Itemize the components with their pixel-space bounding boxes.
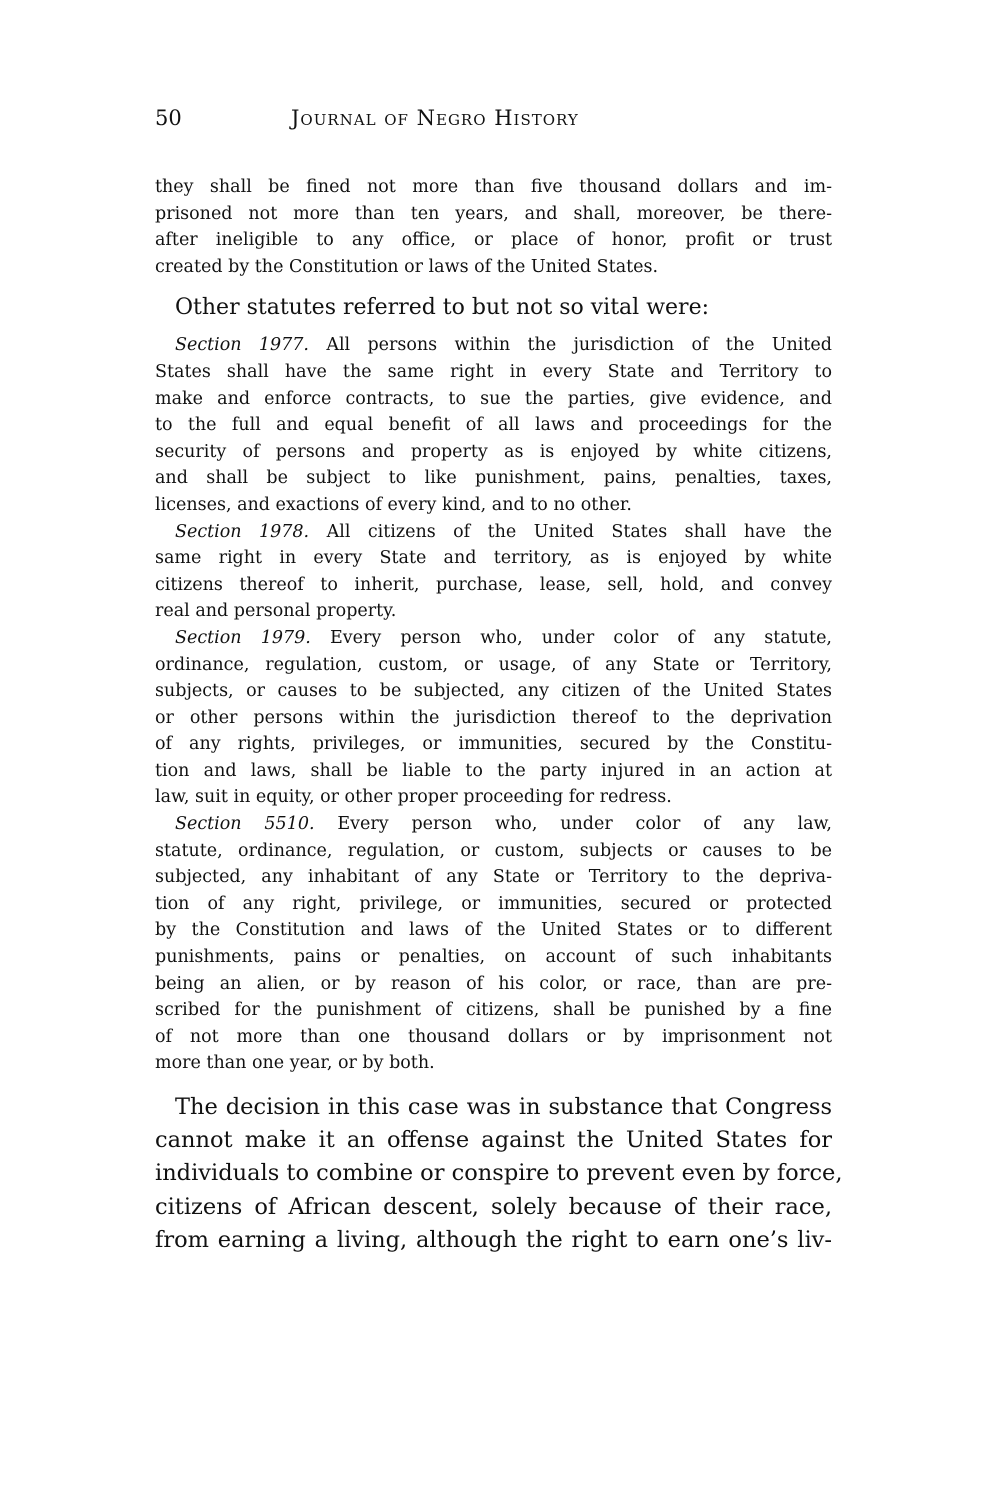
- text-line: subjects, or causes to be subjected, any citizen of the United States: [155, 681, 832, 702]
- text-line: from earning a living, although the right to earn one’s liv-: [155, 1226, 832, 1253]
- text-line: law, suit in equity, or other proper proceeding for redress.: [155, 787, 672, 808]
- statute-section: [155, 811, 832, 1077]
- text-line: of not more than one thousand dollars or by imprisonment not: [155, 1026, 832, 1047]
- text-line: security of persons and property as is enjoyed by white citizens,: [155, 441, 832, 462]
- statute-sections: [155, 332, 832, 1077]
- text-line: same right in every State and territory, as is enjoyed by white: [155, 548, 832, 569]
- statute-section: [155, 332, 832, 518]
- lead-sentence: Other statutes referred to but not so vital were:: [175, 295, 709, 321]
- text-line: after ineligible to any office, or place of honor, profit or trust: [155, 230, 832, 251]
- section-label: Section 5510.: [175, 814, 315, 835]
- text-line: States shall have the same right in every State and Territory to: [155, 361, 832, 382]
- paragraph-penalty: [155, 174, 832, 280]
- statute-section: [155, 625, 832, 811]
- section-text: Every person who, under color of any law,: [337, 814, 832, 835]
- section-text: All persons within the jurisdiction of the United: [326, 335, 832, 356]
- text-line: citizens thereof to inherit, purchase, lease, sell, hold, and convey: [155, 574, 832, 595]
- section-label: Section 1977.: [175, 335, 309, 356]
- running-header: [155, 106, 832, 136]
- text-line: to the full and equal benefit of all laws and proceedings for the: [155, 415, 832, 436]
- text-line: make and enforce contracts, to sue the parties, give evidence, and: [155, 388, 832, 409]
- text-line: scribed for the punishment of citizens, shall be punished by a fine: [155, 1000, 832, 1021]
- section-text: Every person who, under color of any statute,: [330, 627, 832, 648]
- text-line: more than one year, or by both.: [155, 1053, 435, 1074]
- page-body: [155, 174, 843, 1257]
- text-line: ordinance, regulation, custom, or usage, of any State or Territory,: [155, 654, 832, 675]
- text-line: of any rights, privileges, or immunities, secured by the Constitu-: [155, 734, 832, 755]
- text-line: being an alien, or by reason of his color, or race, than are pre-: [155, 973, 832, 994]
- section-label: Section 1978.: [175, 521, 310, 542]
- text-line: created by the Constitution or laws of the United States.: [155, 256, 659, 277]
- text-line: prisoned not more than ten years, and shall, moreover, be there-: [155, 203, 832, 224]
- text-line: or other persons within the jurisdiction thereof to the deprivation: [155, 707, 832, 728]
- text-line: by the Constitution and laws of the United States or to different: [155, 920, 832, 941]
- section-text: All citizens of the United States shall have the: [326, 521, 832, 542]
- text-line: cannot make it an offense against the United States for: [155, 1127, 832, 1154]
- text-line: licenses, and exactions of every kind, and to no other.: [155, 494, 632, 515]
- text-line: The decision in this case was in substance that Congress: [175, 1094, 832, 1120]
- text-line: citizens of African descent, solely because of their race,: [155, 1193, 832, 1220]
- text-line: [155, 811, 832, 838]
- text-line: individuals to combine or conspire to prevent even by force,: [155, 1160, 843, 1187]
- section-label: Section 1979.: [175, 627, 311, 648]
- text-line: statute, ordinance, regulation, or custom, subjects or causes to be: [155, 840, 832, 861]
- text-line: [155, 519, 832, 546]
- paragraph-decision: [155, 1091, 843, 1257]
- text-line: they shall be fined not more than five thousand dollars and im-: [155, 177, 832, 197]
- text-line: tion of any right, privilege, or immunities, secured or protected: [155, 893, 832, 914]
- text-line: [155, 332, 832, 359]
- text-line: [155, 625, 832, 652]
- text-line: and shall be subject to like punishment, pains, penalties, taxes,: [155, 468, 832, 489]
- page-number: 50: [155, 106, 182, 130]
- journal-title: Journal of Negro History: [291, 106, 579, 130]
- text-line: tion and laws, shall be liable to the party injured in an action at: [155, 760, 832, 781]
- text-line: real and personal property.: [155, 601, 397, 622]
- text-line: punishments, pains or penalties, on account of such inhabitants: [155, 947, 832, 968]
- text-line: subjected, any inhabitant of any State or Territory to the depriva-: [155, 867, 832, 888]
- statute-section: [155, 519, 832, 625]
